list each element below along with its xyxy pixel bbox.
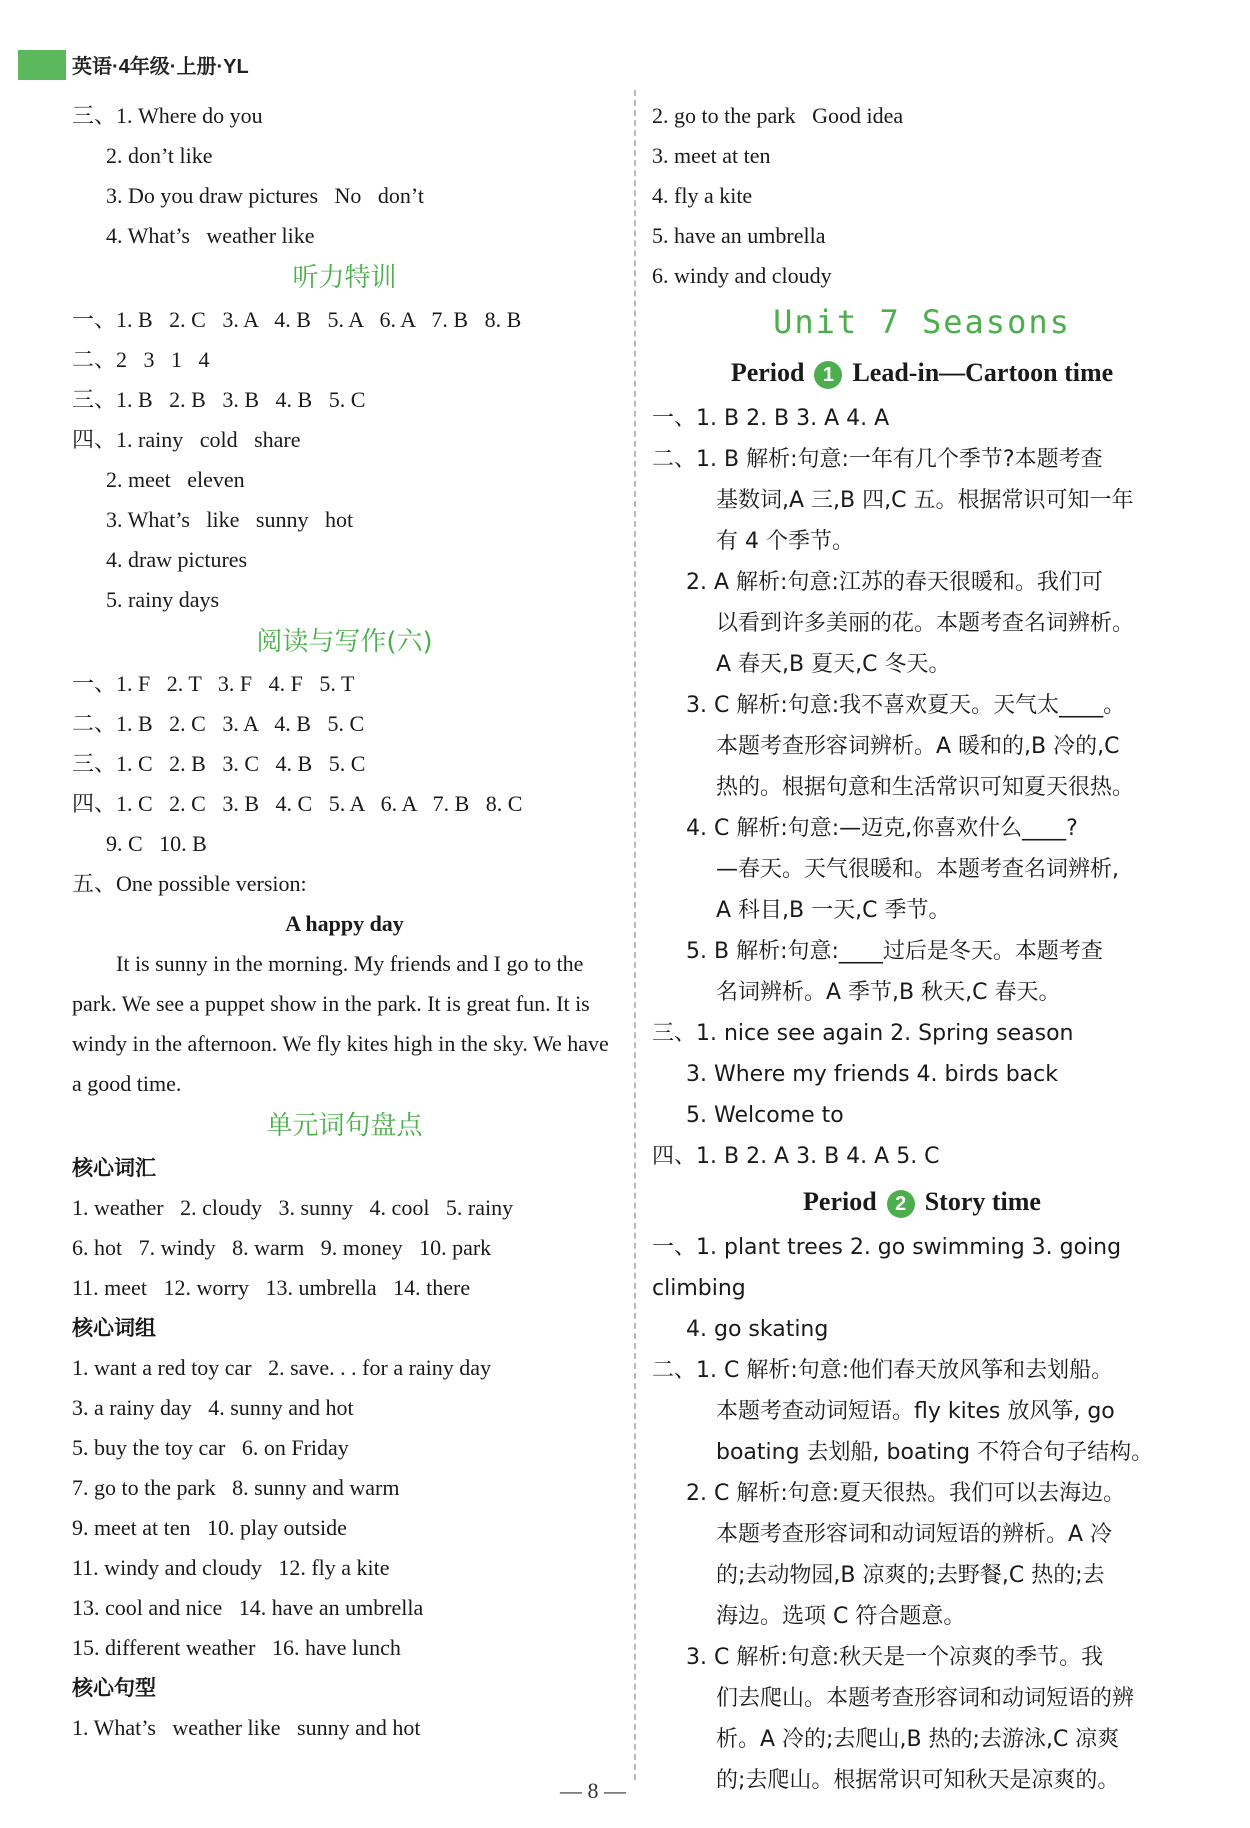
answer-line: 9. C 10. B — [106, 831, 207, 856]
section-title-reading: 阅读与写作(六) — [256, 627, 433, 657]
page-number: — 8 — — [560, 1778, 626, 1803]
column-divider — [634, 90, 636, 1780]
phrase-line: 15. different weather 16. have lunch — [72, 1635, 401, 1660]
answer-line: 5. Welcome to — [686, 1103, 844, 1128]
answer-line: 的;去爬山。根据常识可知秋天是凉爽的。 — [716, 1768, 1120, 1793]
essay-title: A happy day — [285, 911, 404, 936]
answer-line: 热的。根据句意和生活常识可知夏天很热。 — [716, 775, 1135, 800]
header-title: 英语·4年级·上册·YL — [72, 56, 249, 78]
answer-line: 4. fly a kite — [652, 183, 753, 208]
phrase-line: 11. windy and cloudy 12. fly a kite — [72, 1555, 390, 1580]
answer-line: 一、1. B 2. C 3. A 4. B 5. A 6. A 7. B 8. B — [72, 307, 522, 332]
answer-line: 5. have an umbrella — [652, 223, 826, 248]
answer-line: 以看到许多美丽的花。本题考查名词辨析。 — [716, 611, 1135, 636]
answer-line: 4. go skating — [686, 1317, 829, 1342]
answer-line: A 科目,B 一天,C 季节。 — [716, 898, 951, 923]
answer-line: 2. A 解析:句意:江苏的春天很暖和。我们可 — [686, 570, 1103, 595]
phrase-line: 7. go to the park 8. sunny and warm — [72, 1475, 400, 1500]
essay-body: It is sunny in the morning. My friends and I go to the park. We see a puppet show in the park. It is great fun. It is windy in the afternoon. We fly kites high in the sky. We have a good time. — [72, 951, 609, 1096]
period-heading — [652, 1177, 1192, 1227]
header-accent-bar — [18, 50, 66, 80]
answer-line: 2. C 解析:句意:夏天很热。我们可以去海边。 — [686, 1481, 1126, 1506]
answer-line: 二、1. C 解析:句意:他们春天放风筝和去划船。 — [652, 1358, 1114, 1383]
answer-line: 4. draw pictures — [106, 547, 248, 572]
period-number-badge: 1 — [814, 361, 842, 389]
sentence-line: 1. What’s weather like sunny and hot — [72, 1715, 421, 1740]
subheading-sentences: 核心句型 — [72, 1676, 156, 1700]
answer-line: 三、1. nice see again 2. Spring season — [652, 1021, 1074, 1046]
vocab-line: 11. meet 12. worry 13. umbrella 14. there — [72, 1275, 471, 1300]
unit-title: Unit 7 Seasons — [773, 303, 1071, 341]
answer-line: 三、1. Where do you — [72, 103, 263, 128]
subheading-vocab: 核心词汇 — [72, 1156, 156, 1180]
answer-line: 四、1. rainy cold share — [72, 427, 301, 452]
period-title: Story time — [924, 1187, 1041, 1216]
phrase-line: 3. a rainy day 4. sunny and hot — [72, 1395, 354, 1420]
answer-line: 一、1. plant trees 2. go swimming 3. going climbing — [652, 1235, 1122, 1301]
phrase-line: 13. cool and nice 14. have an umbrella — [72, 1595, 424, 1620]
answer-line: 基数词,A 三,B 四,C 五。根据常识可知一年 — [716, 488, 1134, 513]
period-heading — [652, 348, 1192, 398]
answer-line: 析。A 冷的;去爬山,B 热的;去游泳,C 凉爽 — [716, 1727, 1120, 1752]
section-title-review: 单元词句盘点 — [266, 1111, 423, 1141]
phrase-line: 1. want a red toy car 2. save. . . for a rainy day — [72, 1355, 492, 1380]
section-title-listening: 听力特训 — [292, 263, 397, 293]
answer-line: 一、1. F 2. T 3. F 4. F 5. T — [72, 671, 355, 696]
left-column — [72, 96, 617, 1748]
answer-line: 二、1. B 2. C 3. A 4. B 5. C — [72, 711, 365, 736]
answer-line: 一、1. B 2. B 3. A 4. A — [652, 406, 890, 431]
answer-line: 5. B 解析:句意:____过后是冬天。本题考查 — [686, 939, 1103, 964]
answer-line: 三、1. B 2. B 3. B 4. B 5. C — [72, 387, 366, 412]
subheading-phrases: 核心词组 — [72, 1316, 156, 1340]
answer-line: A 春天,B 夏天,C 冬天。 — [716, 652, 951, 677]
answer-line: 有 4 个季节。 — [716, 529, 854, 554]
answer-line: 3. C 解析:句意:我不喜欢夏天。天气太____。 — [686, 693, 1126, 718]
period-title: Lead-in—Cartoon time — [852, 358, 1114, 387]
answer-line: 名词辨析。A 季节,B 秋天,C 春天。 — [716, 980, 1061, 1005]
vocab-line: 6. hot 7. windy 8. warm 9. money 10. park — [72, 1235, 492, 1260]
answer-line: 2. don’t like — [106, 143, 213, 168]
answer-line: boating 去划船, boating 不符合句子结构。 — [716, 1440, 1154, 1465]
answer-line: 5. rainy days — [106, 587, 220, 612]
answer-line: 3. C 解析:句意:秋天是一个凉爽的季节。我 — [686, 1645, 1104, 1670]
answer-line: 二、1. B 解析:句意:一年有几个季节?本题考查 — [652, 447, 1103, 472]
answer-line: 二、2 3 1 4 — [72, 347, 210, 372]
answer-line: 本题考查形容词辨析。A 暖和的,B 冷的,C — [716, 734, 1120, 759]
phrase-line: 5. buy the toy car 6. on Friday — [72, 1435, 349, 1460]
period-label: Period — [803, 1187, 877, 1216]
answer-line: 4. What’s weather like — [106, 223, 315, 248]
answer-line: 2. meet eleven — [106, 467, 245, 492]
answer-line: —春天。天气很暖和。本题考查名词辨析, — [716, 857, 1119, 882]
answer-line: 本题考查形容词和动词短语的辨析。A 冷 — [716, 1522, 1113, 1547]
vocab-line: 1. weather 2. cloudy 3. sunny 4. cool 5. rainy — [72, 1195, 514, 1220]
answer-line: 海边。选项 C 符合题意。 — [716, 1604, 966, 1629]
answer-line: 四、1. B 2. A 3. B 4. A 5. C — [652, 1144, 940, 1169]
answer-line: 3. Where my friends 4. birds back — [686, 1062, 1058, 1087]
answer-line: 3. meet at ten — [652, 143, 771, 168]
right-column — [652, 96, 1192, 1801]
answer-line: 们去爬山。本题考查形容词和动词短语的辨 — [716, 1686, 1135, 1711]
phrase-line: 9. meet at ten 10. play outside — [72, 1515, 347, 1540]
answer-line: 3. Do you draw pictures No don’t — [106, 183, 424, 208]
answer-line: 2. go to the park Good idea — [652, 103, 904, 128]
answer-line: 五、One possible version: — [72, 871, 307, 896]
answer-line: 三、1. C 2. B 3. C 4. B 5. C — [72, 751, 366, 776]
answer-line: 的;去动物园,B 凉爽的;去野餐,C 热的;去 — [716, 1563, 1105, 1588]
answer-line: 6. windy and cloudy — [652, 263, 832, 288]
answer-line: 四、1. C 2. C 3. B 4. C 5. A 6. A 7. B 8. C — [72, 791, 523, 816]
answer-line: 4. C 解析:句意:—迈克,你喜欢什么____? — [686, 816, 1078, 841]
period-label: Period — [730, 358, 805, 387]
period-number-badge: 2 — [887, 1190, 915, 1218]
answer-line: 本题考查动词短语。fly kites 放风筝, go — [716, 1399, 1115, 1424]
answer-line: 3. What’s like sunny hot — [106, 507, 354, 532]
